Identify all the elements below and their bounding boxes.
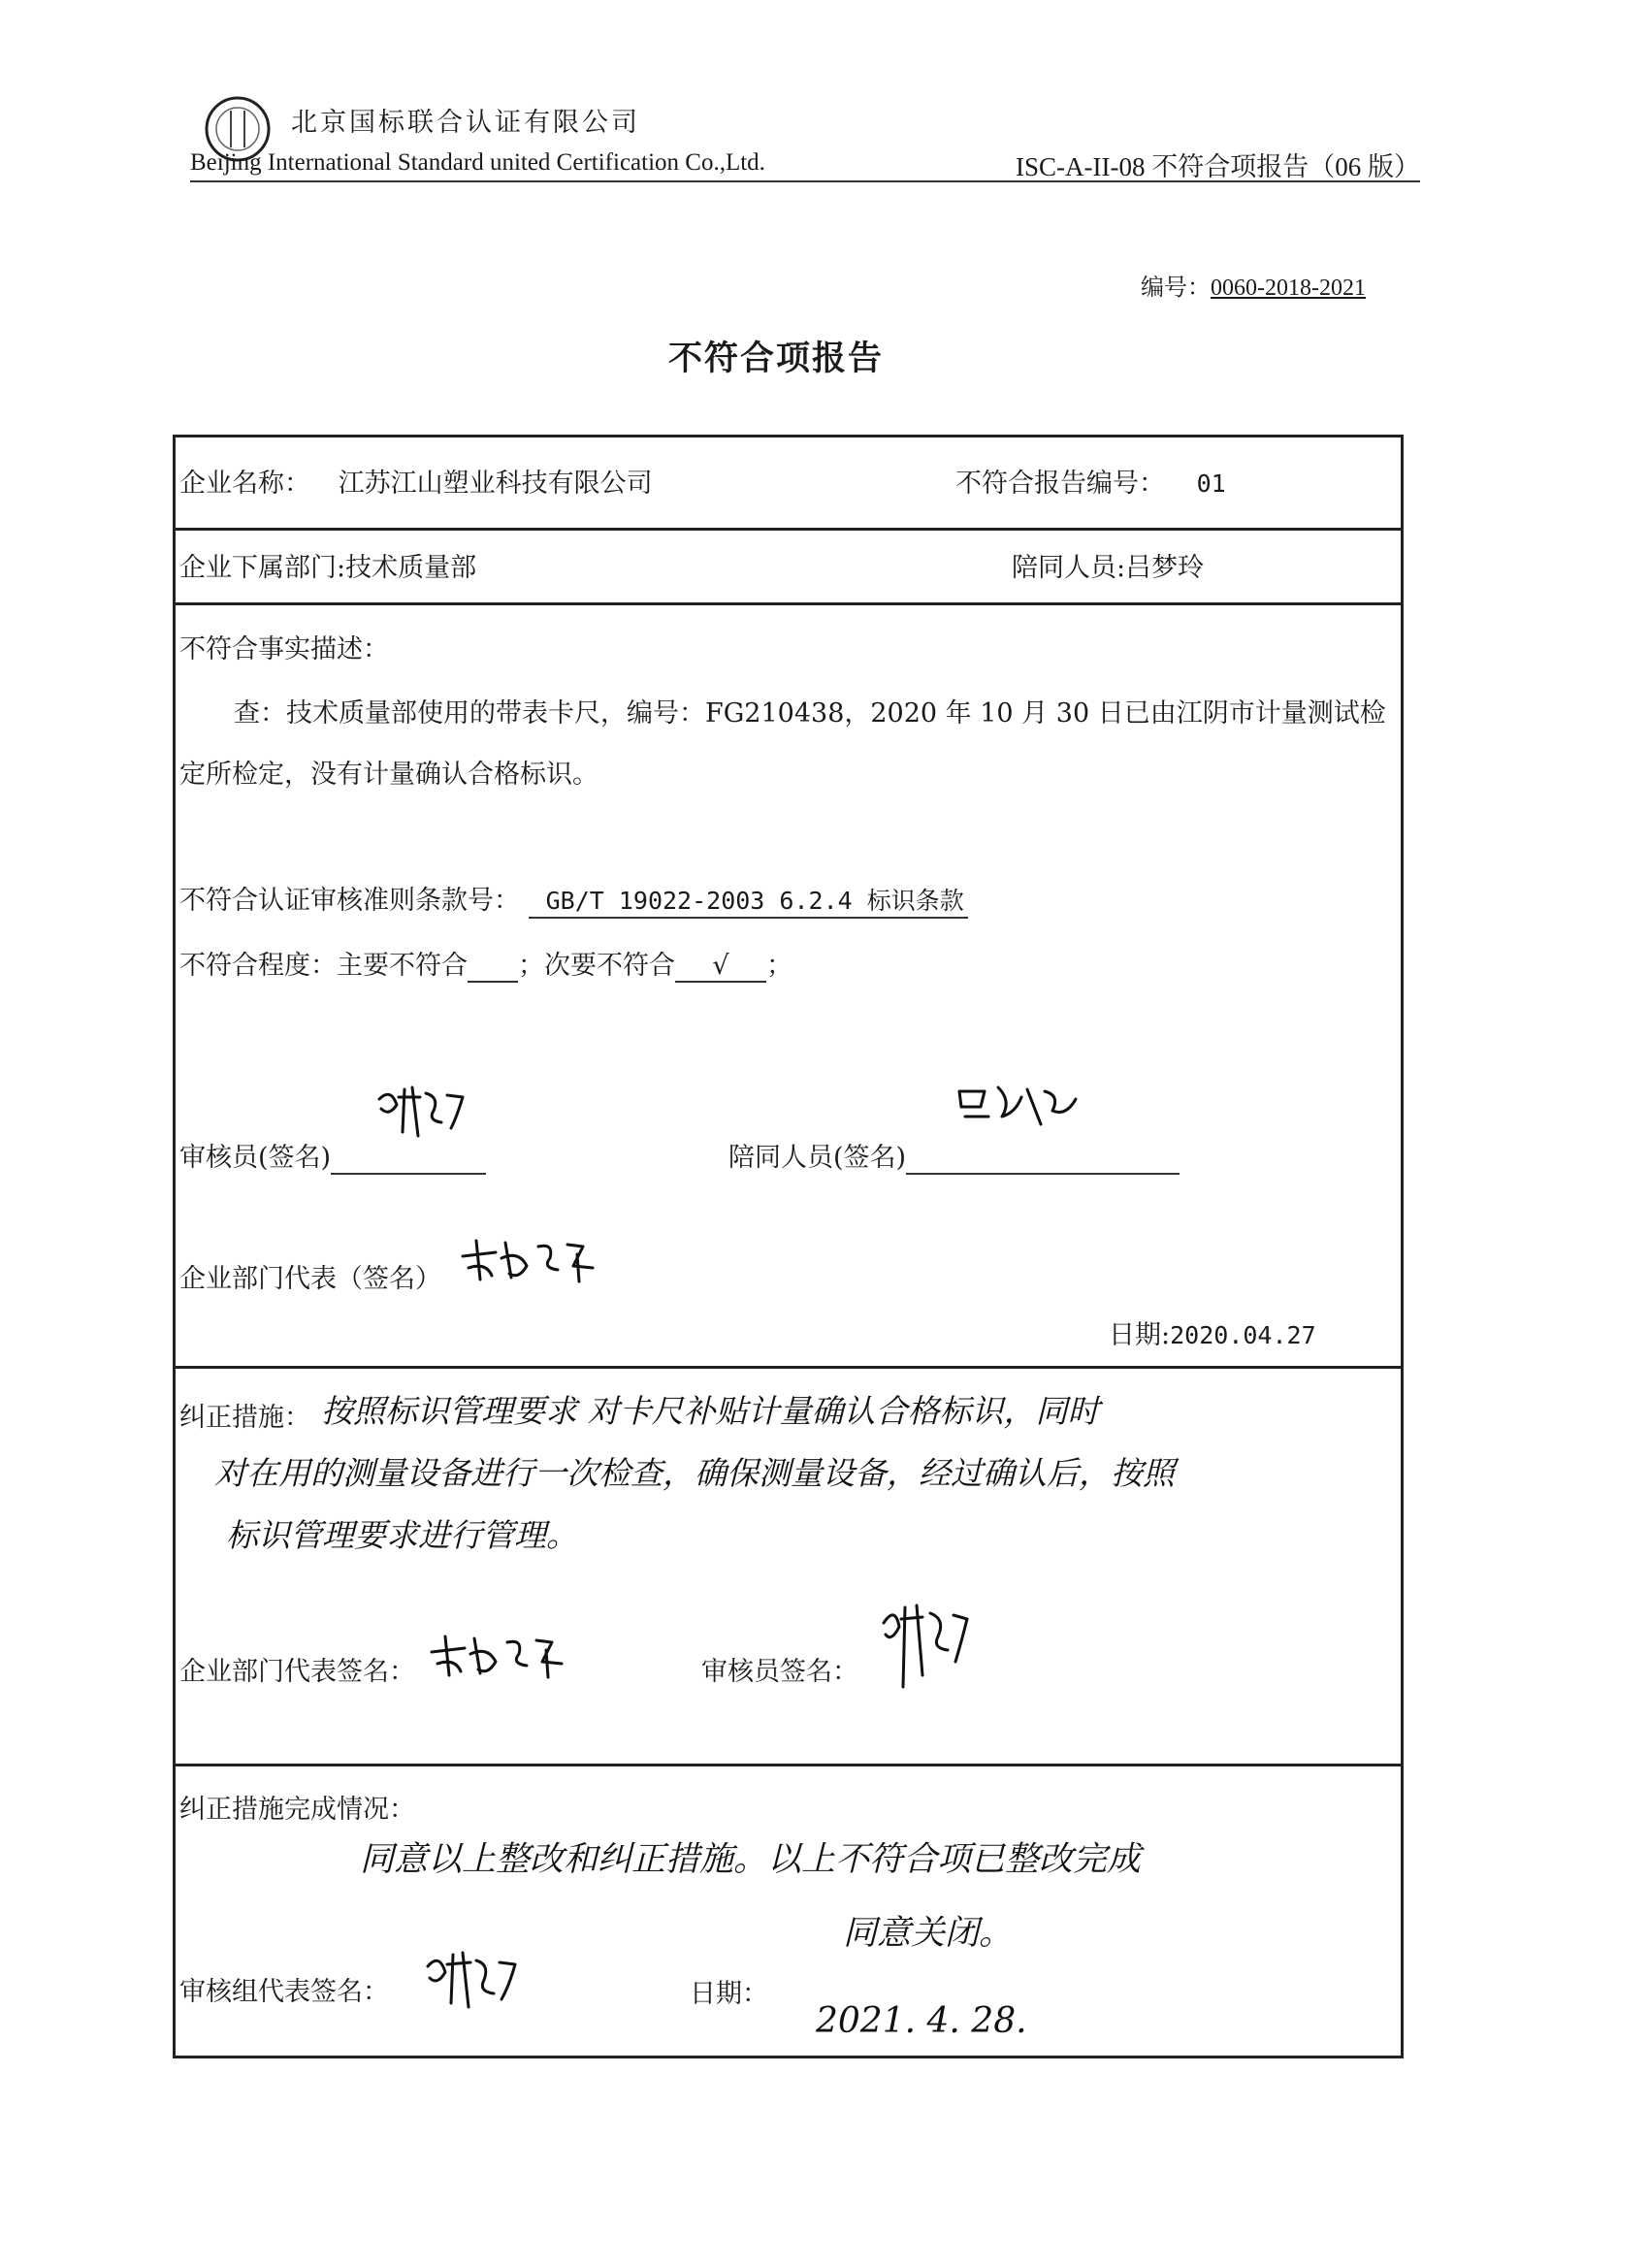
minor-nonconformity-check: √	[675, 951, 766, 983]
clause-field	[179, 879, 968, 919]
escort-sign-label: 陪同人员(签名)	[728, 1143, 907, 1173]
department-field	[179, 546, 476, 584]
degree-separator: ；次要不符合	[518, 951, 675, 981]
row-divider	[176, 1366, 1401, 1369]
auditor-signature	[370, 1078, 496, 1146]
corrective-label: 纠正措施：	[179, 1403, 310, 1433]
header-form-code: ISC-A-II-08 不符合项报告（06 版）	[1016, 152, 1420, 181]
rep-sign-label: 企业部门代表（签名）	[179, 1264, 441, 1294]
page-title: 不符合项报告	[667, 339, 884, 378]
date-2-label: 日期：	[690, 1979, 768, 2009]
rep-sign-2-label: 企业部门代表签名：	[179, 1657, 415, 1687]
department-label: 企业下属部门:	[179, 553, 346, 583]
auditor-sign-2-label: 审核员签名：	[701, 1657, 858, 1687]
fact-line-2: 定所检定，没有计量确认合格标识。	[179, 760, 598, 790]
auditor-signature-2	[874, 1594, 981, 1701]
escort-signature	[952, 1078, 1087, 1136]
header-company-cn: 北京国标联合认证有限公司	[291, 108, 640, 138]
escort-value: 吕梦玲	[1125, 553, 1205, 583]
completion-label: 纠正措施完成情况：	[179, 1795, 415, 1825]
document-number	[1141, 268, 1366, 302]
document-number-label: 编号：	[1141, 274, 1212, 301]
date-1-field	[1109, 1313, 1316, 1351]
company-name-value: 江苏江山塑业科技有限公司	[338, 469, 653, 499]
degree-field	[179, 944, 792, 983]
department-rep-signature-2	[426, 1629, 581, 1687]
corrective-line-2: 对在用的测量设备进行一次检查，确保测量设备，经过确认后，按照	[214, 1454, 1175, 1492]
department-rep-signature	[457, 1233, 612, 1291]
nonconformity-form	[173, 435, 1404, 2058]
date-1-label: 日期:	[1109, 1320, 1171, 1350]
completion-line-1: 同意以上整改和纠正措施。以上不符合项已整改完成	[360, 1840, 1142, 1879]
report-number-value: 01	[1196, 470, 1226, 498]
fact-label: 不符合事实描述：	[179, 634, 389, 664]
corrective-line-1: 按照标识管理要求 对卡尺补贴计量确认合格标识，同时	[321, 1392, 1100, 1430]
row-divider	[176, 602, 1401, 605]
clause-label: 不符合认证审核准则条款号：	[179, 886, 520, 916]
document-number-value: 0060-2018-2021	[1211, 275, 1366, 301]
row-divider	[176, 528, 1401, 531]
row-divider	[176, 1764, 1401, 1766]
header-company-en: Beijing International Standard united Certification Co.,Ltd.	[190, 149, 765, 176]
company-name-label: 企业名称：	[179, 469, 310, 499]
date-2-value: 2021. 4. 28.	[816, 2001, 1027, 2041]
escort-field	[1012, 546, 1204, 584]
company-name-field	[179, 462, 653, 500]
fact-line-1: 查：技术质量部使用的带表卡尺，编号：FG210438，2020 年 10 月 30 日已由江阴市计量测试检	[234, 698, 1386, 729]
date-1-value: 2020.04.27	[1170, 1321, 1316, 1349]
completion-line-2: 同意关闭。	[843, 1914, 1014, 1953]
team-sign-label: 审核组代表签名：	[179, 1977, 389, 2007]
degree-label: 不符合程度：主要不符合	[179, 951, 468, 981]
department-value: 技术质量部	[345, 553, 477, 583]
clause-value: GB/T 19022-2003 6.2.4 标识条款	[529, 882, 968, 919]
team-rep-signature	[418, 1943, 544, 2017]
escort-sign-field	[728, 1136, 1180, 1175]
escort-label: 陪同人员:	[1012, 553, 1126, 583]
degree-end: ；	[766, 951, 792, 981]
report-number-field	[955, 462, 1226, 500]
header-divider	[190, 180, 1420, 182]
corrective-line-3: 标识管理要求进行管理。	[226, 1516, 578, 1554]
report-number-label: 不符合报告编号：	[955, 469, 1165, 499]
auditor-sign-label: 审核员(签名)	[179, 1143, 332, 1173]
